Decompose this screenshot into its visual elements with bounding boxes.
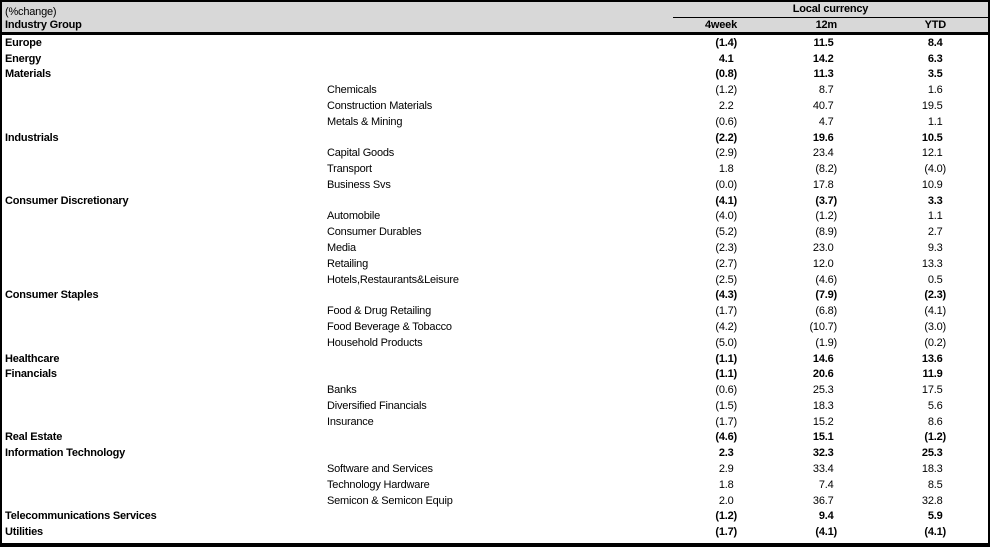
- value-cell: (1.2): [715, 510, 737, 523]
- industry-subgroup-label: Chemicals: [327, 84, 377, 97]
- value-cell: 25.3: [921, 447, 943, 460]
- industry-subgroup-label: Food Beverage & Tobacco: [327, 320, 452, 333]
- value-cell: (1.1): [715, 352, 737, 365]
- value-cell: 0.5: [927, 273, 943, 286]
- table-row: [2, 114, 988, 130]
- table-caption: (%change): [5, 6, 57, 18]
- industry-subgroup-label: Construction Materials: [327, 100, 433, 113]
- table-row: [2, 445, 988, 461]
- table-row: [2, 461, 988, 477]
- value-cell: (1.2): [715, 84, 737, 97]
- industry-subgroup-label: Insurance: [327, 415, 374, 428]
- value-cell: 2.9: [718, 462, 734, 475]
- column-header-4week: 4week: [704, 19, 737, 31]
- table-row: [2, 382, 988, 398]
- table-row: [2, 493, 988, 509]
- value-cell: 1.8: [718, 163, 734, 176]
- value-cell: 14.6: [812, 352, 834, 365]
- industry-group-label: Information Technology: [5, 447, 126, 460]
- value-cell: (2.2): [715, 131, 737, 144]
- value-cell: (7.9): [815, 289, 837, 302]
- industry-subgroup-label: Banks: [327, 384, 357, 397]
- value-cell: (6.8): [815, 305, 837, 318]
- value-cell: 1.1: [927, 115, 943, 128]
- table-row: [2, 98, 988, 114]
- table-row: [2, 398, 988, 414]
- industry-subgroup-label: Transport: [327, 163, 372, 176]
- industry-group-label: Europe: [5, 36, 42, 49]
- value-cell: 18.3: [921, 462, 943, 475]
- industry-subgroup-label: Technology Hardware: [327, 478, 430, 491]
- value-cell: (0.8): [715, 68, 737, 81]
- value-cell: 9.3: [927, 242, 943, 255]
- table-row: [2, 366, 988, 382]
- value-cell: (2.3): [924, 289, 946, 302]
- table-row: [2, 35, 988, 51]
- value-cell: (1.9): [815, 336, 837, 349]
- value-cell: (1.7): [715, 526, 737, 539]
- value-cell: (4.6): [815, 273, 837, 286]
- industry-subgroup-label: Consumer Durables: [327, 226, 422, 239]
- value-cell: 4.7: [818, 115, 834, 128]
- table-row: [2, 209, 988, 225]
- table-row: [2, 477, 988, 493]
- industry-group-label: Consumer Staples: [5, 289, 99, 302]
- value-cell: (4.6): [715, 431, 737, 444]
- value-cell: 2.0: [718, 494, 734, 507]
- industry-subgroup-label: Semicon & Semicon Equip: [327, 494, 453, 507]
- currency-group-header: Local currency: [673, 2, 988, 18]
- value-cell: (4.1): [924, 526, 946, 539]
- value-cell: 17.5: [921, 384, 943, 397]
- industry-subgroup-label: Retailing: [327, 257, 369, 270]
- industry-subgroup-label: Business Svs: [327, 178, 391, 191]
- value-cell: 19.5: [921, 100, 943, 113]
- table-row: [2, 272, 988, 288]
- table-row: [2, 414, 988, 430]
- value-cell: 3.5: [927, 68, 943, 81]
- value-cell: (1.5): [715, 399, 737, 412]
- value-cell: (1.1): [715, 368, 737, 381]
- table-row: [2, 161, 988, 177]
- industry-group-label: Healthcare: [5, 352, 60, 365]
- value-cell: (10.7): [809, 320, 837, 333]
- value-cell: (1.7): [715, 305, 737, 318]
- value-cell: 18.3: [812, 399, 834, 412]
- industry-group-column-header: Industry Group: [5, 19, 82, 31]
- value-cell: 9.4: [818, 510, 834, 523]
- value-cell: 2.3: [718, 447, 734, 460]
- value-cell: 11.9: [922, 368, 943, 381]
- value-cell: 23.0: [812, 242, 834, 255]
- value-cell: 5.6: [927, 399, 943, 412]
- industry-group-label: Financials: [5, 368, 57, 381]
- industry-subgroup-label: Software and Services: [327, 462, 433, 475]
- value-cell: 1.8: [718, 478, 734, 491]
- value-cell: 8.7: [818, 84, 834, 97]
- value-cell: (0.0): [715, 178, 737, 191]
- value-cell: (4.1): [815, 526, 837, 539]
- table-row: [2, 67, 988, 83]
- value-cell: 3.3: [927, 194, 943, 207]
- value-cell: 1.6: [927, 84, 943, 97]
- table-row: [2, 193, 988, 209]
- industry-subgroup-label: Media: [327, 242, 356, 255]
- value-cell: 36.7: [812, 494, 834, 507]
- value-cell: 32.8: [921, 494, 943, 507]
- value-cell: 19.6: [812, 131, 834, 144]
- table-row: [2, 82, 988, 98]
- value-cell: (1.4): [715, 36, 737, 49]
- value-cell: 11.5: [813, 36, 834, 49]
- table-row: [2, 524, 988, 540]
- table-body: [2, 35, 988, 540]
- value-cell: (2.9): [715, 147, 737, 160]
- value-cell: 4.1: [718, 52, 734, 65]
- table-row: [2, 240, 988, 256]
- industry-subgroup-label: Food & Drug Retailing: [327, 305, 432, 318]
- value-cell: (4.1): [715, 194, 737, 207]
- column-header-ytd: YTD: [924, 19, 946, 31]
- value-cell: 33.4: [812, 462, 834, 475]
- value-cell: 2.7: [927, 226, 943, 239]
- value-cell: (8.2): [815, 163, 837, 176]
- table-row: [2, 130, 988, 146]
- value-cell: (2.3): [715, 242, 737, 255]
- table-row: [2, 224, 988, 240]
- value-cell: 11.3: [813, 68, 834, 81]
- table-row: [2, 430, 988, 446]
- table-row: [2, 303, 988, 319]
- value-cell: (8.9): [815, 226, 837, 239]
- industry-group-label: Materials: [5, 68, 51, 81]
- value-cell: (2.5): [715, 273, 737, 286]
- table-row: [2, 51, 988, 67]
- table-row: [2, 177, 988, 193]
- value-cell: 6.3: [927, 52, 943, 65]
- value-cell: (1.2): [815, 210, 837, 223]
- value-cell: (4.0): [715, 210, 737, 223]
- table-row: [2, 145, 988, 161]
- table-row: [2, 288, 988, 304]
- value-cell: (1.2): [924, 431, 946, 444]
- value-cell: 14.2: [812, 52, 834, 65]
- industry-subgroup-label: Capital Goods: [327, 147, 395, 160]
- industry-group-label: Utilities: [5, 526, 43, 539]
- column-header-12m: 12m: [815, 19, 837, 31]
- value-cell: 12.1: [921, 147, 943, 160]
- value-cell: 8.6: [927, 415, 943, 428]
- value-cell: 13.3: [921, 257, 943, 270]
- value-cell: 1.1: [927, 210, 943, 223]
- value-cell: 13.6: [921, 352, 943, 365]
- value-cell: 2.2: [718, 100, 734, 113]
- industry-subgroup-label: Household Products: [327, 336, 423, 349]
- value-cell: 8.5: [927, 478, 943, 491]
- value-cell: 25.3: [812, 384, 834, 397]
- value-cell: (4.0): [924, 163, 946, 176]
- industry-subgroup-label: Automobile: [327, 210, 381, 223]
- table-row: [2, 256, 988, 272]
- value-cell: 23.4: [812, 147, 834, 160]
- value-cell: (4.3): [715, 289, 737, 302]
- table-row: [2, 319, 988, 335]
- value-cell: 20.6: [812, 368, 834, 381]
- industry-group-label: Real Estate: [5, 431, 63, 444]
- value-cell: (3.0): [924, 320, 946, 333]
- value-cell: (1.7): [715, 415, 737, 428]
- value-cell: 17.8: [812, 178, 834, 191]
- value-cell: 10.5: [921, 131, 943, 144]
- table-row: [2, 335, 988, 351]
- value-cell: 15.1: [812, 431, 834, 444]
- value-cell: 12.0: [812, 257, 834, 270]
- value-cell: (0.6): [715, 115, 737, 128]
- value-cell: (0.2): [924, 336, 946, 349]
- value-cell: (0.6): [715, 384, 737, 397]
- table-header: [2, 2, 988, 35]
- value-cell: (5.0): [715, 336, 737, 349]
- value-cell: (4.2): [715, 320, 737, 333]
- value-cell: 8.4: [927, 36, 943, 49]
- table-row: [2, 351, 988, 367]
- industry-group-label: Consumer Discretionary: [5, 194, 129, 207]
- industry-subgroup-label: Diversified Financials: [327, 399, 427, 412]
- industry-group-label: Telecommunications Services: [5, 510, 157, 523]
- industry-subgroup-label: Metals & Mining: [327, 115, 403, 128]
- industry-group-label: Energy: [5, 52, 42, 65]
- value-cell: 5.9: [927, 510, 943, 523]
- industry-subgroup-label: Hotels,Restaurants&Leisure: [327, 273, 459, 286]
- value-cell: 10.9: [921, 178, 943, 191]
- value-cell: (3.7): [815, 194, 837, 207]
- value-cell: (4.1): [924, 305, 946, 318]
- value-cell: 7.4: [818, 478, 834, 491]
- value-cell: 15.2: [812, 415, 834, 428]
- value-cell: 32.3: [812, 447, 834, 460]
- industry-group-label: Industrials: [5, 131, 59, 144]
- value-cell: (5.2): [715, 226, 737, 239]
- table-row: [2, 508, 988, 524]
- value-cell: (2.7): [715, 257, 737, 270]
- value-cell: 40.7: [812, 100, 834, 113]
